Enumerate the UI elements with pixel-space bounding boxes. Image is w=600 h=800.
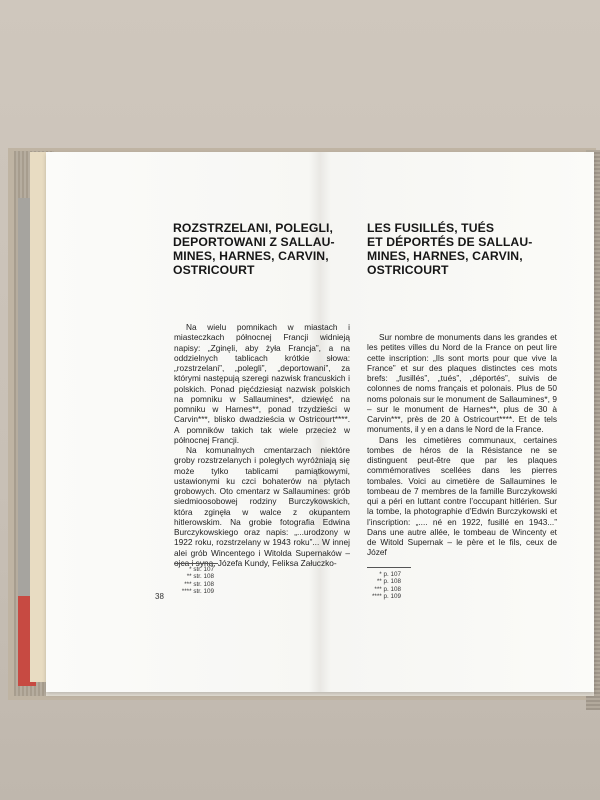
page-number: 38	[155, 592, 164, 601]
french-body	[367, 332, 557, 558]
polish-title: ROZSTRZELANI, POLEGLI, DEPORTOWANI Z SALLAU- MINES, HARNES, CARVIN, OSTRICOURT	[173, 221, 335, 277]
french-footnotes	[361, 571, 401, 601]
footnote: * str. 107	[189, 566, 214, 573]
footnote: **** str. 109	[181, 588, 214, 596]
footnote: ** p. 108	[376, 578, 401, 586]
polish-paragraph-1: Na wielu pomnikach w miastach i miasteczkach północnej Francji widnieją napisy: „Zginęli, aby żyła Francja”, a na oddzielnych tablicach krótkie słowa: „rozstrzelani”, „polegli”, „deportowani”, za którymi następują szeregi nazwisk francuskich i polskich. Ponad pięćdziesiąt nazwisk polskich na pomniku w Sallaumines*, dziewięć na pomniku w Harnes**, ponad trzydzieści w Carvin***, blisko dwadzieścia w Ostricourt****. A pomników takich tak wiele przecież w północnej Francji.	[174, 322, 350, 445]
polish-footnotes	[170, 566, 214, 596]
footnote: * p. 107	[379, 571, 401, 578]
polish-paragraph-2: Na komunalnych cmentarzach niektóre groby rozstrzelanych i poległych wyróżniają się może tylko tablicami pamiątkowymi, ustawionymi ku czci bohaterów na płytach grobowych. Oto cmentarz w Sallaumines: grób siedmioosobowej rodziny Burczykowskich, która zginęła w walce z okupantem hitlerowskim. Na grobie fotografia Edwina Burczykowskiego oraz napis: „...urodzony w 1922 roku, rozstrzelany w 1943 roku”... W innej alei grób Wincentego i Witolda Supernaków – ojca i syna, Józefa Kundy, Feliksa Załuczko-	[174, 445, 350, 568]
footnote: **** p. 109	[371, 593, 401, 601]
polish-body	[174, 322, 350, 568]
footnote: *** str. 108	[184, 580, 214, 588]
french-title: LES FUSILLÉS, TUÉS ET DÉPORTÉS DE SALLAU- MINES, HARNES, CARVIN, OSTRICOURT	[367, 221, 533, 277]
french-paragraph-2: Dans les cimetières communaux, certaines tombes de héros de la Résistance ne se distinguent peut-être que par les plaques commémoratives scellées dans les pierres tombales. Voici au cimetière de Sallaumines le tombeau de 7 membres de la famille Burczykowski qui a péri en luttant contre l’occupant hitlérien. Sur la tombe, la photographie d’Edwin Burczykowski et l’inscription: „.... né en 1922, fusillé en 1943...” Dans une autre allée, le tombeau de Wincenty et de Witold Supernak – le père et le fils, ceux de Józef	[367, 434, 557, 558]
footnote: *** p. 108	[374, 585, 401, 593]
footnote: ** str. 108	[186, 573, 214, 581]
french-paragraph-1: Sur nombre de monuments dans les grandes et les petites villes du Nord de la France on peut lire cette inscription: „Ils sont morts pour que vive la France” et sur des plaques distinctes ces mots brefs: „fusillés”, „tués”, „déportés”, suivis de colonnes de noms français et polonais. Plus de 50 noms polonais sur le monument de Sallaumines*, 9 – sur le monument de Harnes**, plus de 30 à Carvin***, près de 20 à Ostricourt****. Et de tels monuments, il y en a dans le Nord de la France.	[367, 332, 557, 435]
french-footnote-rule	[367, 567, 411, 568]
polish-footnote-rule	[174, 563, 218, 564]
